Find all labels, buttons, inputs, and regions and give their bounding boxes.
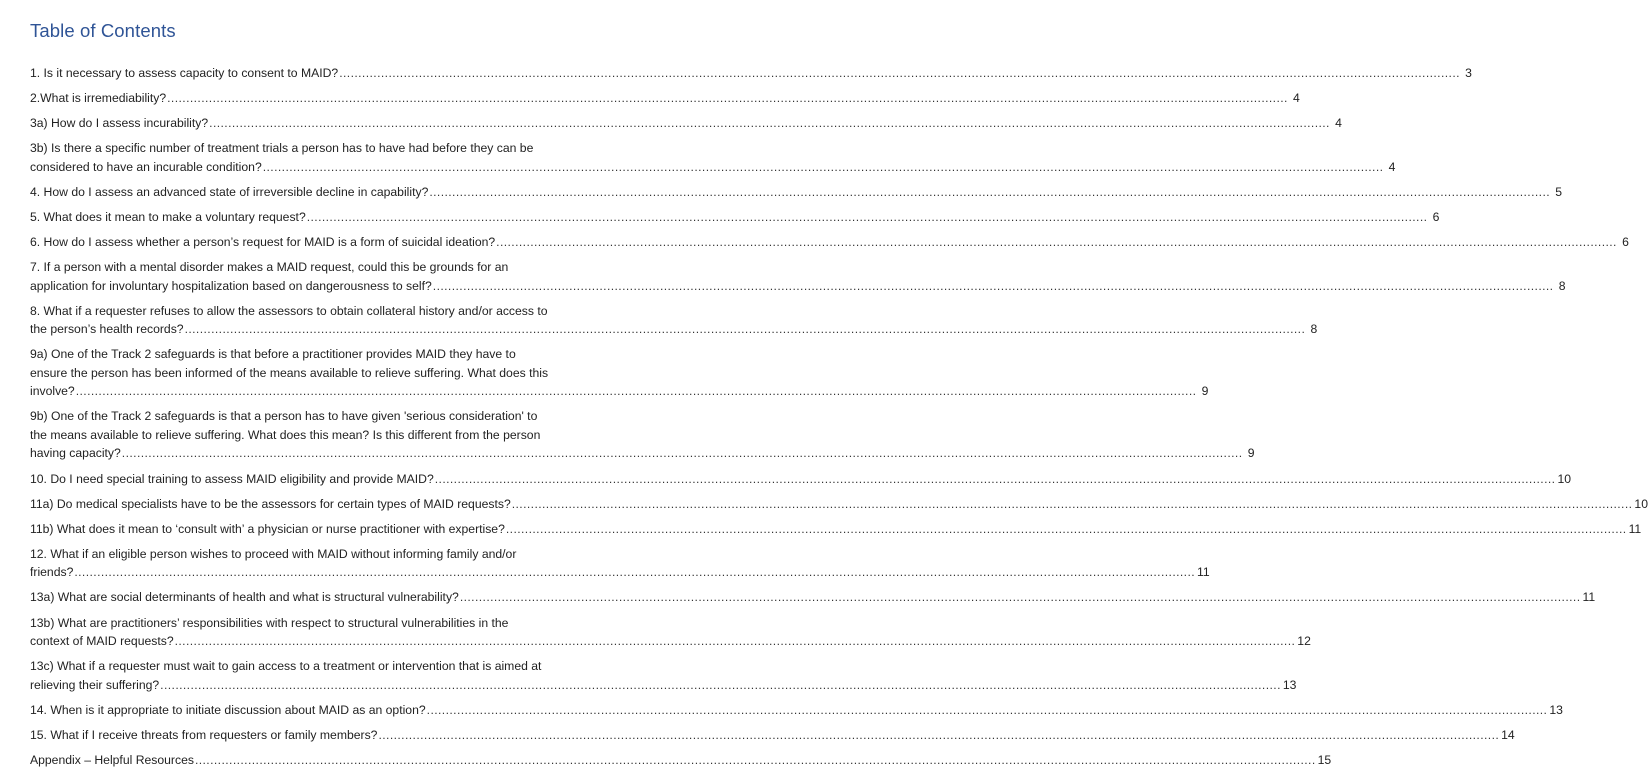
toc-page-number: 4 (1293, 91, 1300, 106)
toc-entry-line (30, 632, 1311, 651)
dot-leader (339, 64, 1460, 83)
toc-entry-line (30, 208, 1440, 227)
dot-leader (496, 233, 1617, 252)
toc-entry-text: relieving their suffering? (30, 677, 160, 692)
toc-entry-line (30, 114, 1342, 133)
toc-entry[interactable] (30, 588, 1596, 607)
toc-entry-text: 15. What if I receive threats from requesters or family members? (30, 727, 378, 742)
toc-entry-text: the person’s health records? (30, 322, 184, 337)
dot-leader (512, 495, 1633, 514)
toc-entry[interactable] (30, 258, 1566, 295)
toc-entry[interactable] (30, 208, 1440, 227)
toc-page-number: 11 (1628, 521, 1642, 536)
dot-leader (122, 444, 1243, 463)
toc-entry-text: 13a) What are social determinants of health and what is structural vulnerability? (30, 590, 459, 605)
dot-leader (263, 158, 1384, 177)
toc-entry-line (30, 183, 1563, 202)
dot-leader (460, 588, 1581, 607)
toc-entry[interactable] (30, 726, 1515, 745)
toc-entry[interactable] (30, 545, 1210, 582)
toc-entry-text: 14. When is it appropriate to initiate discussion about MAID as an option? (30, 702, 426, 717)
toc-entry-line (30, 64, 1472, 83)
toc-page-number: 4 (1388, 159, 1396, 174)
toc-entry[interactable] (30, 520, 1642, 539)
toc-entry-text: 9a) One of the Track 2 safeguards is that before a practitioner provides MAID they have to (30, 347, 516, 362)
toc-entry-line (30, 89, 1300, 108)
toc-entry[interactable] (30, 302, 1318, 339)
dot-leader (195, 751, 1316, 770)
toc-entry-text: friends? (30, 565, 74, 580)
toc-entry-line (30, 470, 1571, 489)
toc-entry-text: ensure the person has been informed of the means available to relieve suffering. What does this (30, 365, 549, 380)
toc-entry-text: 5. What does it mean to make a voluntary request? (30, 209, 306, 224)
toc-entry-line (30, 444, 1255, 463)
toc-entry[interactable] (30, 470, 1571, 489)
toc-entry[interactable] (30, 183, 1563, 202)
dot-leader (175, 632, 1296, 651)
toc-entry-line (30, 726, 1515, 745)
toc-entry-line (30, 158, 1396, 177)
toc-entry[interactable] (30, 139, 1396, 176)
toc-entry-text: 8. What if a requester refuses to allow the assessors to obtain collateral history and/or access to (30, 303, 548, 318)
toc-entry[interactable] (30, 495, 1648, 514)
toc-entry[interactable] (30, 751, 1332, 770)
toc-entry-text: Appendix – Helpful Resources (30, 752, 194, 767)
dot-leader (429, 183, 1550, 202)
toc-entry[interactable] (30, 407, 1255, 463)
toc-entry-text: 9b) One of the Track 2 safeguards is that a person has to have given 'serious consideration' to (30, 409, 538, 424)
toc-page-number: 10 (1557, 471, 1571, 486)
toc-page-number: 10 (1634, 496, 1648, 511)
dot-leader (427, 701, 1548, 720)
toc-title: Table of Contents (30, 20, 176, 41)
dot-leader (435, 470, 1556, 489)
dot-leader (167, 89, 1288, 108)
toc-entry-line (30, 382, 1209, 401)
toc-list (30, 64, 1648, 776)
toc-entry[interactable] (30, 233, 1629, 252)
toc-entry-line (30, 320, 1318, 339)
toc-entry-text: 11b) What does it mean to ‘consult with’ a physician or nurse practitioner with expertise? (30, 521, 505, 536)
toc-page-number: 3 (1465, 66, 1472, 80)
toc-page-number: 9 (1247, 446, 1255, 461)
toc-entry[interactable] (30, 701, 1563, 720)
toc-entry-text: 12. What if an eligible person wishes to proceed with MAID without informing family and/or (30, 546, 517, 561)
toc-entry[interactable] (30, 89, 1300, 108)
toc-entry-text: considered to have an incurable condition? (30, 159, 262, 174)
toc-entry[interactable] (30, 345, 1209, 401)
dot-leader (378, 726, 1499, 745)
toc-entry-text: 13b) What are practitioners’ responsibilities with respect to structural vulnerabilities in the (30, 615, 509, 630)
dot-leader (160, 676, 1281, 695)
toc-entry-line (30, 233, 1629, 252)
toc-page-number: 4 (1335, 116, 1342, 131)
toc-entry-line (30, 701, 1563, 720)
toc-entry-text: application for involuntary hospitalization based on dangerousness to self? (30, 278, 432, 293)
toc-page-number: 9 (1201, 384, 1209, 399)
toc-entry[interactable] (30, 64, 1472, 83)
dot-leader (307, 208, 1428, 227)
toc-entry-text: 10. Do I need special training to assess MAID eligibility and provide MAID? (30, 471, 434, 486)
toc-page-number: 6 (1622, 235, 1629, 250)
toc-entry-text: involve? (30, 384, 75, 399)
toc-page-number: 11 (1582, 590, 1596, 605)
toc-entry-text: 11a) Do medical specialists have to be the assessors for certain types of MAID requests? (30, 496, 511, 511)
toc-entry-text: 6. How do I assess whether a person’s request for MAID is a form of suicidal ideation? (30, 235, 496, 250)
toc-entry-line (30, 588, 1596, 607)
toc-page-number: 13 (1282, 677, 1297, 692)
toc-entry-text: the means available to relieve suffering. What does this mean? Is this different from the person (30, 427, 541, 442)
toc-page-number: 12 (1297, 634, 1311, 648)
dot-leader (185, 320, 1306, 339)
dot-leader (76, 382, 1197, 401)
toc-entry-line (30, 676, 1297, 695)
toc-entry-line (30, 751, 1332, 770)
toc-page-number: 14 (1501, 727, 1515, 742)
dot-leader (506, 520, 1627, 539)
toc-page-number: 13 (1549, 702, 1563, 717)
toc-page-number: 15 (1317, 752, 1332, 767)
toc-entry[interactable] (30, 114, 1342, 133)
dot-leader (209, 114, 1330, 133)
toc-entry-line (30, 563, 1210, 582)
toc-entry-text: 4. How do I assess an advanced state of irreversible decline in capability? (30, 184, 429, 199)
toc-entry-text: 3b) Is there a specific number of treatment trials a person has to have had before they can be (30, 141, 534, 156)
toc-entry-text: 13c) What if a requester must wait to gain access to a treatment or intervention that is aimed at (30, 659, 542, 674)
toc-entry-line (30, 520, 1642, 539)
toc-entry-text: 7. If a person with a mental disorder makes a MAID request, could this be grounds for an (30, 260, 509, 275)
toc-entry-text: 2.What is irremediability? (30, 91, 167, 106)
toc-entry-line (30, 277, 1566, 296)
toc-entry-text: 3a) How do I assess incurability? (30, 116, 209, 131)
toc-entry-text: context of MAID requests? (30, 634, 174, 648)
toc-entry-text: having capacity? (30, 446, 121, 461)
toc-entry-line (30, 495, 1648, 514)
toc-page-number: 11 (1197, 565, 1210, 580)
toc-page-number: 6 (1432, 209, 1440, 224)
toc-page-number: 8 (1310, 322, 1318, 337)
toc-entry[interactable] (30, 657, 1297, 694)
toc-entry-text: 1. Is it necessary to assess capacity to consent to MAID? (30, 66, 339, 80)
toc-entry[interactable] (30, 614, 1311, 651)
toc-page-number: 5 (1555, 184, 1563, 199)
toc-page-number: 8 (1558, 278, 1566, 293)
dot-leader (433, 277, 1554, 296)
dot-leader (74, 563, 1195, 582)
